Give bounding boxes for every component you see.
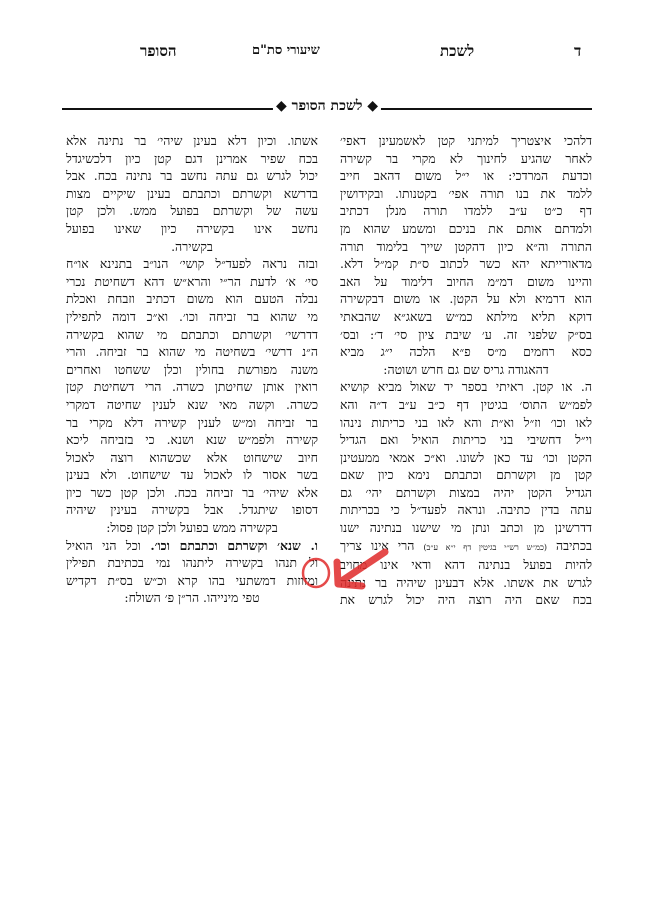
text-line: מדאורייתא יהא כשר לכתוב ס״ת קמ״ל דלא. (340, 256, 592, 272)
text-line: בשר אסור לו לאכול עד שישחוט. ולא בעינן (66, 467, 318, 483)
text-line: נחשב אינו בקשירה כיון שאינו בפועל (66, 220, 318, 236)
text-line: קטן מן וקשרתם וכתבתם נימא כיון שאם (340, 467, 592, 483)
text-line: הוא דרמיא ולא על הקטן. או משום דבקשירה (340, 291, 592, 307)
text-line: הגדיל הקטן יהיה במצות וקשרתם יהי׳ גם (340, 484, 592, 500)
header-title-1: לשכת (440, 42, 475, 60)
text-line: בקשירה. (171, 238, 213, 254)
text-line: הקטן וכו׳ עד כאן לשונו. וא״כ אמאי ממעטינן (340, 449, 592, 465)
section-separator (62, 98, 592, 118)
text-line: לגרש את אשתו. אלא דבעינן שיהיה בר נתינה (340, 574, 592, 590)
text-line: וי״ל דחשיבי בני כריתות הואיל ואם הגדיל (340, 432, 592, 448)
text-line: לאחר שהגיע לחינוך לא מקרי בר קשירה (340, 150, 592, 166)
text-line: לאו וכו׳ וז״ל וא״ת והא לאו בני כריתות נינהו (340, 414, 592, 430)
text-line: דלהכי איצטריך למיתני קטן לאשמעינן דאפי׳ (340, 133, 592, 148)
text-line: מי שהוא בר זביחה וכו׳. וא״כ דומה לתפילין (66, 308, 318, 324)
text-line-with-citation (340, 537, 592, 557)
text-line: דהאגודה גריס שם גם חרש ושוטה: (383, 361, 549, 377)
text-line: לפמ״ש התוס׳ בגיטין דף כ״ב ע״ב ד״ה והא (340, 396, 592, 412)
text-line: וכדעת המרדכי: או י״ל משום דהאב חייב (340, 168, 592, 184)
text-line: ה״נ דרשי׳ בשחיטה מי שהוא בר זביחה. והרי (66, 344, 318, 360)
text-line: סי׳ א׳ לדעת הר״י והרא״ש דהא דשחיטת נכרי (66, 273, 318, 289)
text-line: והיינו משום דמ״מ החיוב דלימוד על האב (340, 273, 592, 289)
text-line: דוקא תליא מילתא כמ״ש בשאג״א שהבאתי (340, 308, 592, 324)
text-line: ללמד את בנו תורה אפי׳ בקטנותו. ובקידושין (340, 185, 592, 201)
text-line: בר זביחה ומ״ש לענין קשירה דלא מקרי בר (66, 414, 318, 430)
text-line: יכול לגרש גם עתה נחשב בר נתינה בכח. אבל (66, 168, 318, 184)
citation: (כמ״ש רש״י בגיטין דף י״א ע״ב) (423, 542, 547, 552)
text-line: דסופו שיתגדל. אבל בקשירה בעינין שיהיה (66, 502, 318, 518)
text-line: דדרשינן מן וכתב ונתן מי שישנו בנתינה ישנו (340, 520, 592, 536)
text-line: דדרשי׳ וקשרתם וכתבתם מי שהוא בקשירה (66, 326, 318, 342)
page-number: ד (574, 42, 582, 60)
text-line: ומזוזות דמשתעי בהו קרא וכ״ש בס״ת דקדיש (66, 572, 318, 588)
text-line: בכח שאם היה רוצה היה יכול לגרש את (340, 592, 592, 608)
section-title: ◆ לשכת הסופר ◆ (273, 98, 381, 115)
text-line: בדרשא וקשרתם וכתבתם בעינן שיקיים מצות (66, 185, 318, 201)
text-line-with-heading (66, 537, 318, 555)
text-line: בס״ק שלפני זה. ע׳ שיבת ציון סי׳ ד׳: ובס׳ (340, 326, 592, 342)
text-fragment: הרי אינו צריך (340, 537, 415, 553)
text-line: עתה בדין כתיבה. ונראה לפעד״ל כי בכריתות (340, 502, 592, 518)
text-line: משנה מפורשת בחולין וכלן ששחטו ואחרים (66, 361, 318, 377)
text-line: קשירה ולפמ״ש שנא ושנא. כי בזביחה ליכא (66, 432, 318, 448)
text-line: אשתו. וכיון דלא בעינן שיהי׳ בר נתינה אלא (66, 133, 318, 148)
left-column (66, 132, 318, 607)
header-title-2: הסופר (140, 42, 177, 60)
text-line: ולמדתם אותם את בניכם ומשמע שהוא מן (340, 220, 592, 236)
text-line: להיות בפועל בנתינה דהא ודאי אינו מחויב (340, 557, 592, 573)
text-line: כשרה. וקשה מאי שנא לענין שחיטה דמקרי (66, 396, 318, 412)
text-line: חיוב שישחוט אלא שכשהוא רוצה לאכול (66, 449, 318, 465)
text-line: ול תנהו בקשירה ליתנהו נמי בכתיבת תפילין (66, 555, 318, 571)
right-column (340, 132, 592, 609)
header-subtitle: שיעורי סת"ם (252, 43, 320, 58)
text-line: דף כ״ט ע״ב ללמדו תורה מנלן דכתיב (340, 203, 592, 219)
text-line: התורה וה״א כיון דהקטן שייך בלימוד תורה (340, 238, 592, 254)
text-line: כסא רחמים מ״ס פ״א הלכה י״ג מביא (340, 344, 592, 360)
section-heading: ו. שנא׳ וקשרתם וכתבתם וכו׳. (150, 537, 318, 553)
text-line: אלא שיהי׳ בר זביחה בכח. ולכן קטן כשר כיון (66, 484, 318, 500)
text-line: ובזה נראה לפעד״ל קושי׳ הנו״ב בתנינא או״ח (66, 256, 318, 272)
text-line: טפי מינייהו. הר״ן פ׳ השולח: (124, 590, 260, 606)
text-line: רואין אותן שחיטתן כשרה. הרי דשחיטת קטן (66, 379, 318, 395)
text-line: עשה של וקשרתם בפועל ממש. ולכן קטן (66, 203, 318, 219)
text-fragment: וכל הני הואיל (66, 537, 141, 553)
text-line: ה. או קטן. ראיתי בספר יד שאול מביא קושיא (340, 379, 592, 395)
text-fragment: בכתיבה (556, 537, 592, 553)
text-line: בקשירה ממש בפועל ולכן קטן פסול: (106, 520, 278, 536)
text-line: נבלה הטעם הוא משום דכתיב וזבחת ואכלת (66, 291, 318, 307)
text-line: בכח שפיר אמרינן דגם קטן כיון דלכשיגדל (66, 150, 318, 166)
